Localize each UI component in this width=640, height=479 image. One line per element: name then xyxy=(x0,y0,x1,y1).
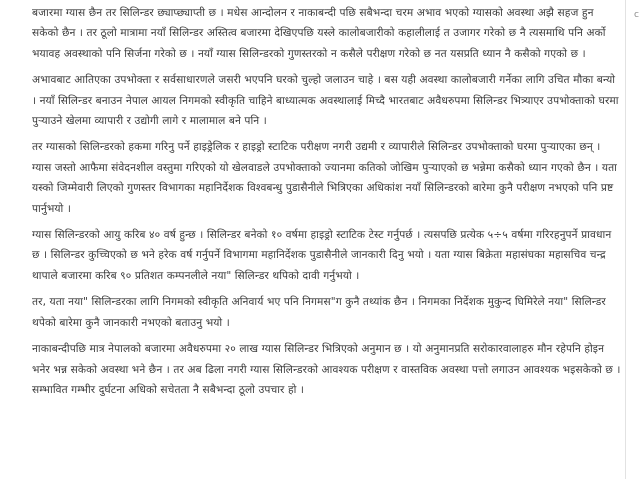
article-paragraph-2: अभावबाट आतिएका उपभोक्ता र सर्वसाधारणले जसरी भएपनि घरको चुल्हो जलाउन चाहे । बस यही अवस्था कालोबजारी गर्नेका लागि उचित मौका बन्यो । नयाँ सिलिन्डर बनाउन नेपाल आयल निगमको स्वीकृति चाहिने बाध्यात्मक अवस्थालाई मिच्दै भारतबाट अवैधरुपमा सिलिन्डर भित्र्याएर उपभोक्ताको घरमा पुर्‍याउने खेलमा व्यापारी र उद्योगी लागे र मालामाल बने पनि । xyxy=(32,74,619,128)
article-paragraph-6: नाकाबन्दीपछि मात्र नेपालको बजारमा अवैधरुपमा २० लाख ग्यास सिलिन्डर भित्रिएको अनुमान छ । यो अनुमानप्रति सरोकारवालाहरु मौन रहेपनि होइन भनेर भन्न सकेको अवस्था भने छैन । तर अब ढिला नगरी ग्यास सिलिन्डरको आवश्यक परीक्षण र वास्तविक अवस्था पत्तो लगाउन आवश्यक भइसकेको छ । सम्भावित गम्भीर दुर्घटना अधिको सचेतता नै सबैभन्दा ठूलो उपचार हो । xyxy=(32,343,621,396)
article-paragraph-1: बजारमा ग्यास छैन तर सिलिन्डर छ्याप्छ्याप्ती छ । मधेस आन्दोलन र नाकाबन्दी पछि सबैभन्दा चरम अभाव भएको ग्यासको अवस्था अझै सहज हुन सकेको छैन । तर ठूलो मात्रामा नयाँ सिलिन्डर अस्तित्व बजारमा देखिएपछि यस्ले कालोबजारीको कहालीलाई त उजागर गरेको छ नै त्यसमाथि पनि अर्को भयावह अवस्थाको पनि सिर्जना गरेको छ । नयाँ ग्यास सिलिन्डरको गुणस्तरको न कसैले परीक्षण गरेको छ नत यसप्रति ध्यान नै कसैको गएको छ । xyxy=(32,7,606,60)
article-paragraph-5: तर, यता नया" सिलिन्डरका लागि निगमको स्वीकृति अनिवार्य भए पनि निगमस"ग कुनै तथ्यांक छैन । निगमका निर्देशक मुकुन्द घिमिरेले नया" सिलिन्डर थपेको बारेमा कुनै जानकारी नभएको बताउनु भयो । xyxy=(32,296,606,329)
article-body xyxy=(32,3,622,400)
article-paragraph-4: ग्यास सिलिन्डरको आयु करिब ४० वर्ष हुन्छ । सिलिन्डर बनेको १० वर्षमा हाइड्रो स्टाटिक टेस्ट गर्नुपर्छ । त्यसपछि प्रत्येक ५÷५ वर्षमा गरिरहनुपर्ने प्रावधान छ । सिलिन्डर कुच्चिएको छ भने हरेक वर्ष गर्नुपर्ने विभागमा महानिर्देशक पुडासैनीले जानकारी दिनु भयो । यता ग्यास बिक्रेता महासंघका महासचिव चन्द्र थापाले बजारमा करिब ९० प्रतिशत कम्पनलीले नया" सिलिन्डर थपिको दावी गर्नुभयो । xyxy=(32,229,612,282)
article-paragraph-3: तर ग्यासको सिलिन्डरको हकमा गरिनु पर्ने हाइड्रेलिक र हाइड्रो स्टाटिक परीक्षण नगरी उद्यमी र व्यापारीले सिलिन्डर उपभोक्ताको घरमा पुर्‍याएका छन् । ग्यास जस्तो आफैमा संवेदनशील वस्तुमा गरिएको यो खेलवाडले उपभोक्ताको ज्यानमा कतिको जोखिम पुर्‍याएको छ भन्नेमा कसैको ध्यान गएको छैन । यता यस्को जिम्मेवारी लिएको गुणस्तर विभागका महानिर्देशक विश्वबन्धु पुडासैनीले भित्रिएका अधिकांश नयाँ सिलिन्डरको बारेमा कुनै परीक्षण नभएको पनि प्रष्ट पार्नुभयो । xyxy=(32,141,618,215)
side-marker: c xyxy=(634,10,639,20)
